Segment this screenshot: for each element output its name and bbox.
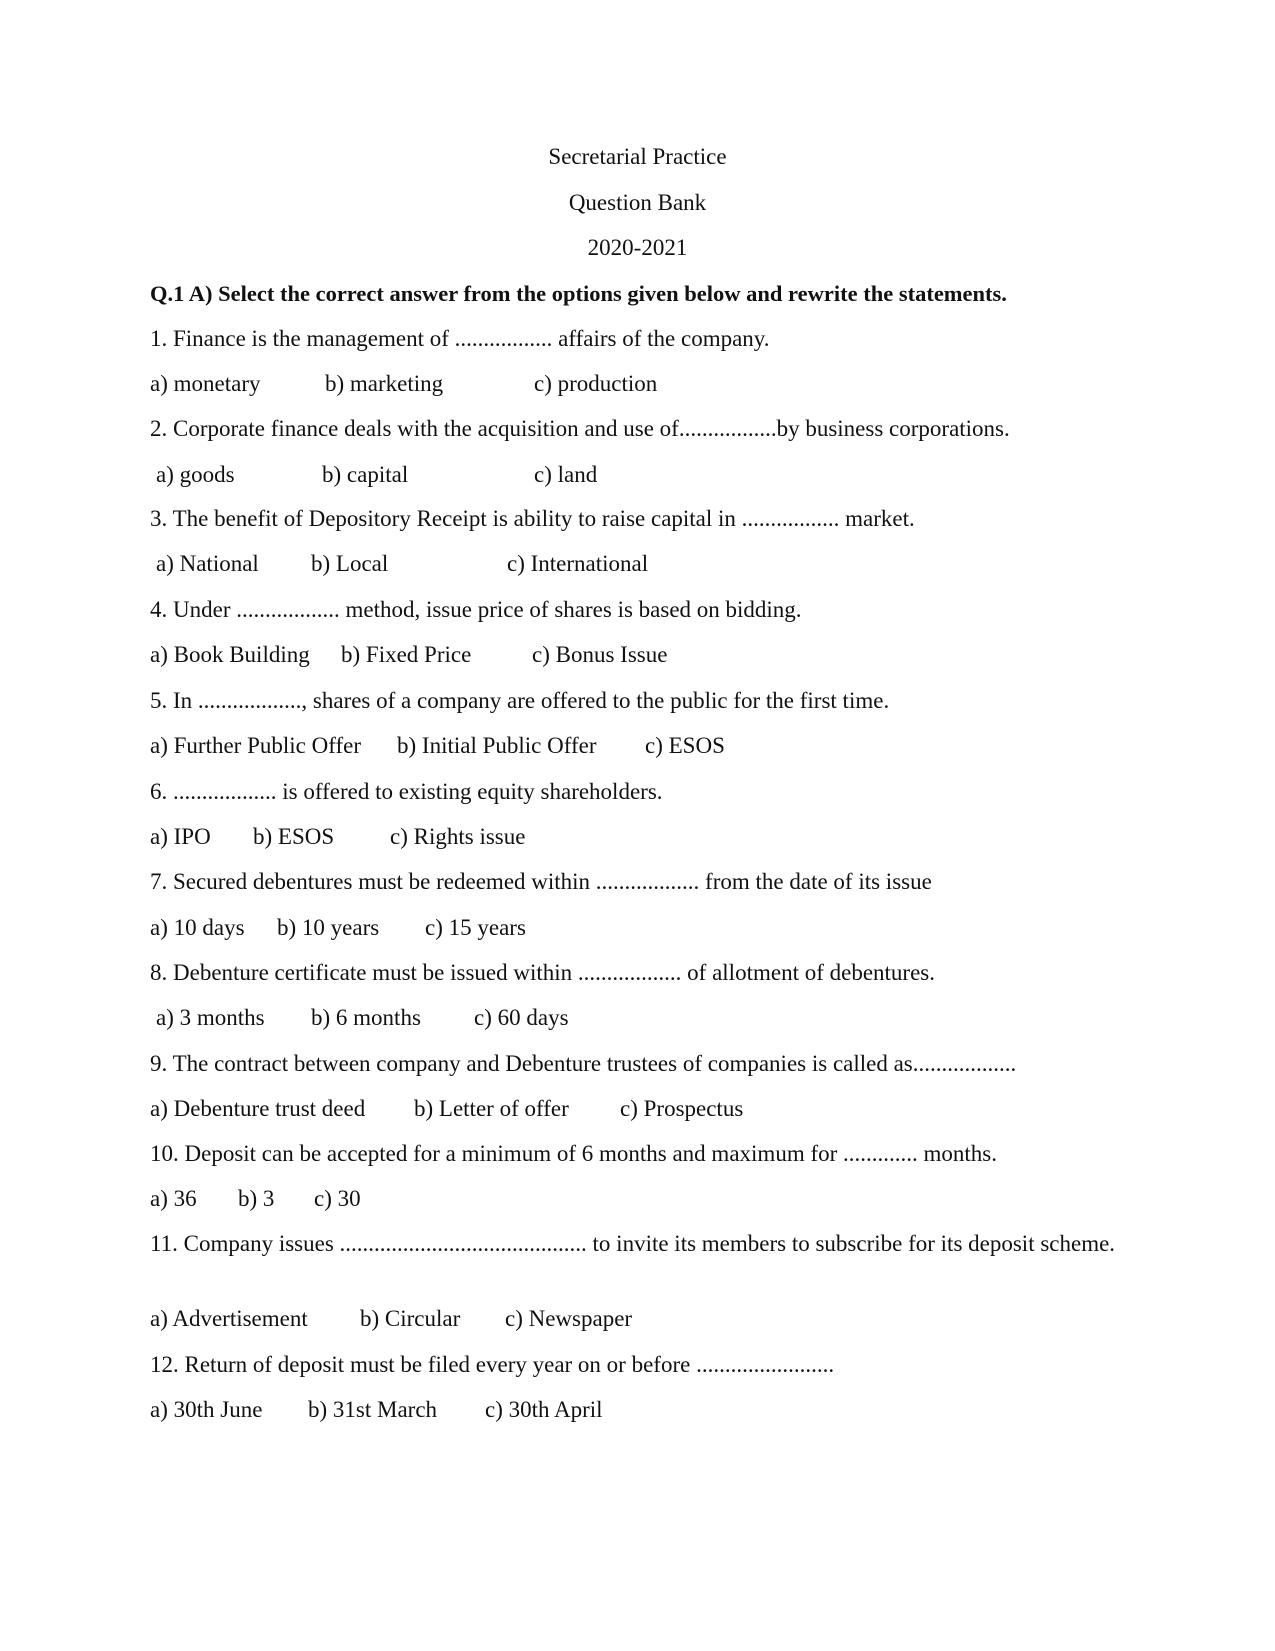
question-10-option-c: c) 30 — [314, 1186, 361, 1211]
question-4-option-c: c) Bonus Issue — [532, 642, 668, 667]
question-8-option-a: a) 3 months — [156, 1005, 265, 1030]
question-11-option-c: c) Newspaper — [505, 1306, 633, 1331]
question-8-option-c: c) 60 days — [474, 1005, 569, 1030]
question-12: 12. Return of deposit must be filed every year on or before ........................ — [150, 1352, 835, 1377]
document-type: Question Bank — [568, 190, 707, 215]
question-7: 7. Secured debentures must be redeemed within .................. from the date of its issue — [150, 869, 932, 894]
question-9: 9. The contract between company and Debenture trustees of companies is called as.................. — [150, 1051, 1017, 1076]
question-3-option-b: b) Local — [311, 551, 389, 576]
question-8: 8. Debenture certificate must be issued within .................. of allotment of debentures. — [150, 960, 935, 985]
question-1: 1. Finance is the management of ................. affairs of the company. — [150, 326, 770, 351]
question-5-option-a: a) Further Public Offer — [150, 733, 361, 758]
question-4: 4. Under .................. method, issue price of shares is based on bidding. — [150, 597, 802, 622]
question-4-option-b: b) Fixed Price — [341, 642, 472, 667]
question-1-option-b: b) marketing — [325, 371, 444, 396]
question-10: 10. Deposit can be accepted for a minimum of 6 months and maximum for ............. months. — [150, 1141, 998, 1166]
question-6: 6. .................. is offered to existing equity shareholders. — [150, 779, 663, 804]
question-6-option-c: c) Rights issue — [390, 824, 526, 849]
question-4-option-a: a) Book Building — [150, 642, 310, 667]
question-12-option-a: a) 30th June — [150, 1397, 263, 1422]
question-11: 11. Company issues ........................................... to invite its members to subscribe for its deposit scheme. — [150, 1231, 1116, 1256]
academic-year: 2020-2021 — [587, 235, 688, 260]
question-9-option-c: c) Prospectus — [620, 1096, 744, 1121]
question-11-option-b: b) Circular — [360, 1306, 461, 1331]
question-11-option-a: a) Advertisement — [150, 1306, 308, 1331]
question-10-option-a: a) 36 — [150, 1186, 197, 1211]
question-2: 2. Corporate finance deals with the acquisition and use of.................by business corporations. — [150, 416, 1010, 441]
question-7-option-c: c) 15 years — [425, 915, 526, 940]
question-12-option-b: b) 31st March — [308, 1397, 438, 1422]
question-3-option-c: c) International — [507, 551, 649, 576]
question-9-option-b: b) Letter of offer — [414, 1096, 569, 1121]
subject-title: Secretarial Practice — [548, 144, 727, 169]
section-heading: Q.1 A) Select the correct answer from the options given below and rewrite the statements. — [150, 281, 1007, 306]
question-5-option-c: c) ESOS — [645, 733, 725, 758]
question-1-option-c: c) production — [534, 371, 658, 396]
question-2-option-a: a) goods — [156, 462, 235, 487]
question-9-option-a: a) Debenture trust deed — [150, 1096, 366, 1121]
question-8-option-b: b) 6 months — [311, 1005, 421, 1030]
question-3: 3. The benefit of Depository Receipt is ability to raise capital in ................. market. — [150, 506, 915, 531]
question-2-option-b: b) capital — [322, 462, 409, 487]
question-7-option-a: a) 10 days — [150, 915, 245, 940]
question-10-option-b: b) 3 — [238, 1186, 275, 1211]
question-12-option-c: c) 30th April — [485, 1397, 603, 1422]
question-1-option-a: a) monetary — [150, 371, 261, 396]
question-6-option-a: a) IPO — [150, 824, 211, 849]
question-7-option-b: b) 10 years — [277, 915, 380, 940]
question-3-option-a: a) National — [156, 551, 259, 576]
question-5: 5. In .................., shares of a company are offered to the public for the first time. — [150, 688, 890, 713]
question-5-option-b: b) Initial Public Offer — [397, 733, 597, 758]
question-2-option-c: c) land — [534, 462, 598, 487]
question-6-option-b: b) ESOS — [253, 824, 335, 849]
